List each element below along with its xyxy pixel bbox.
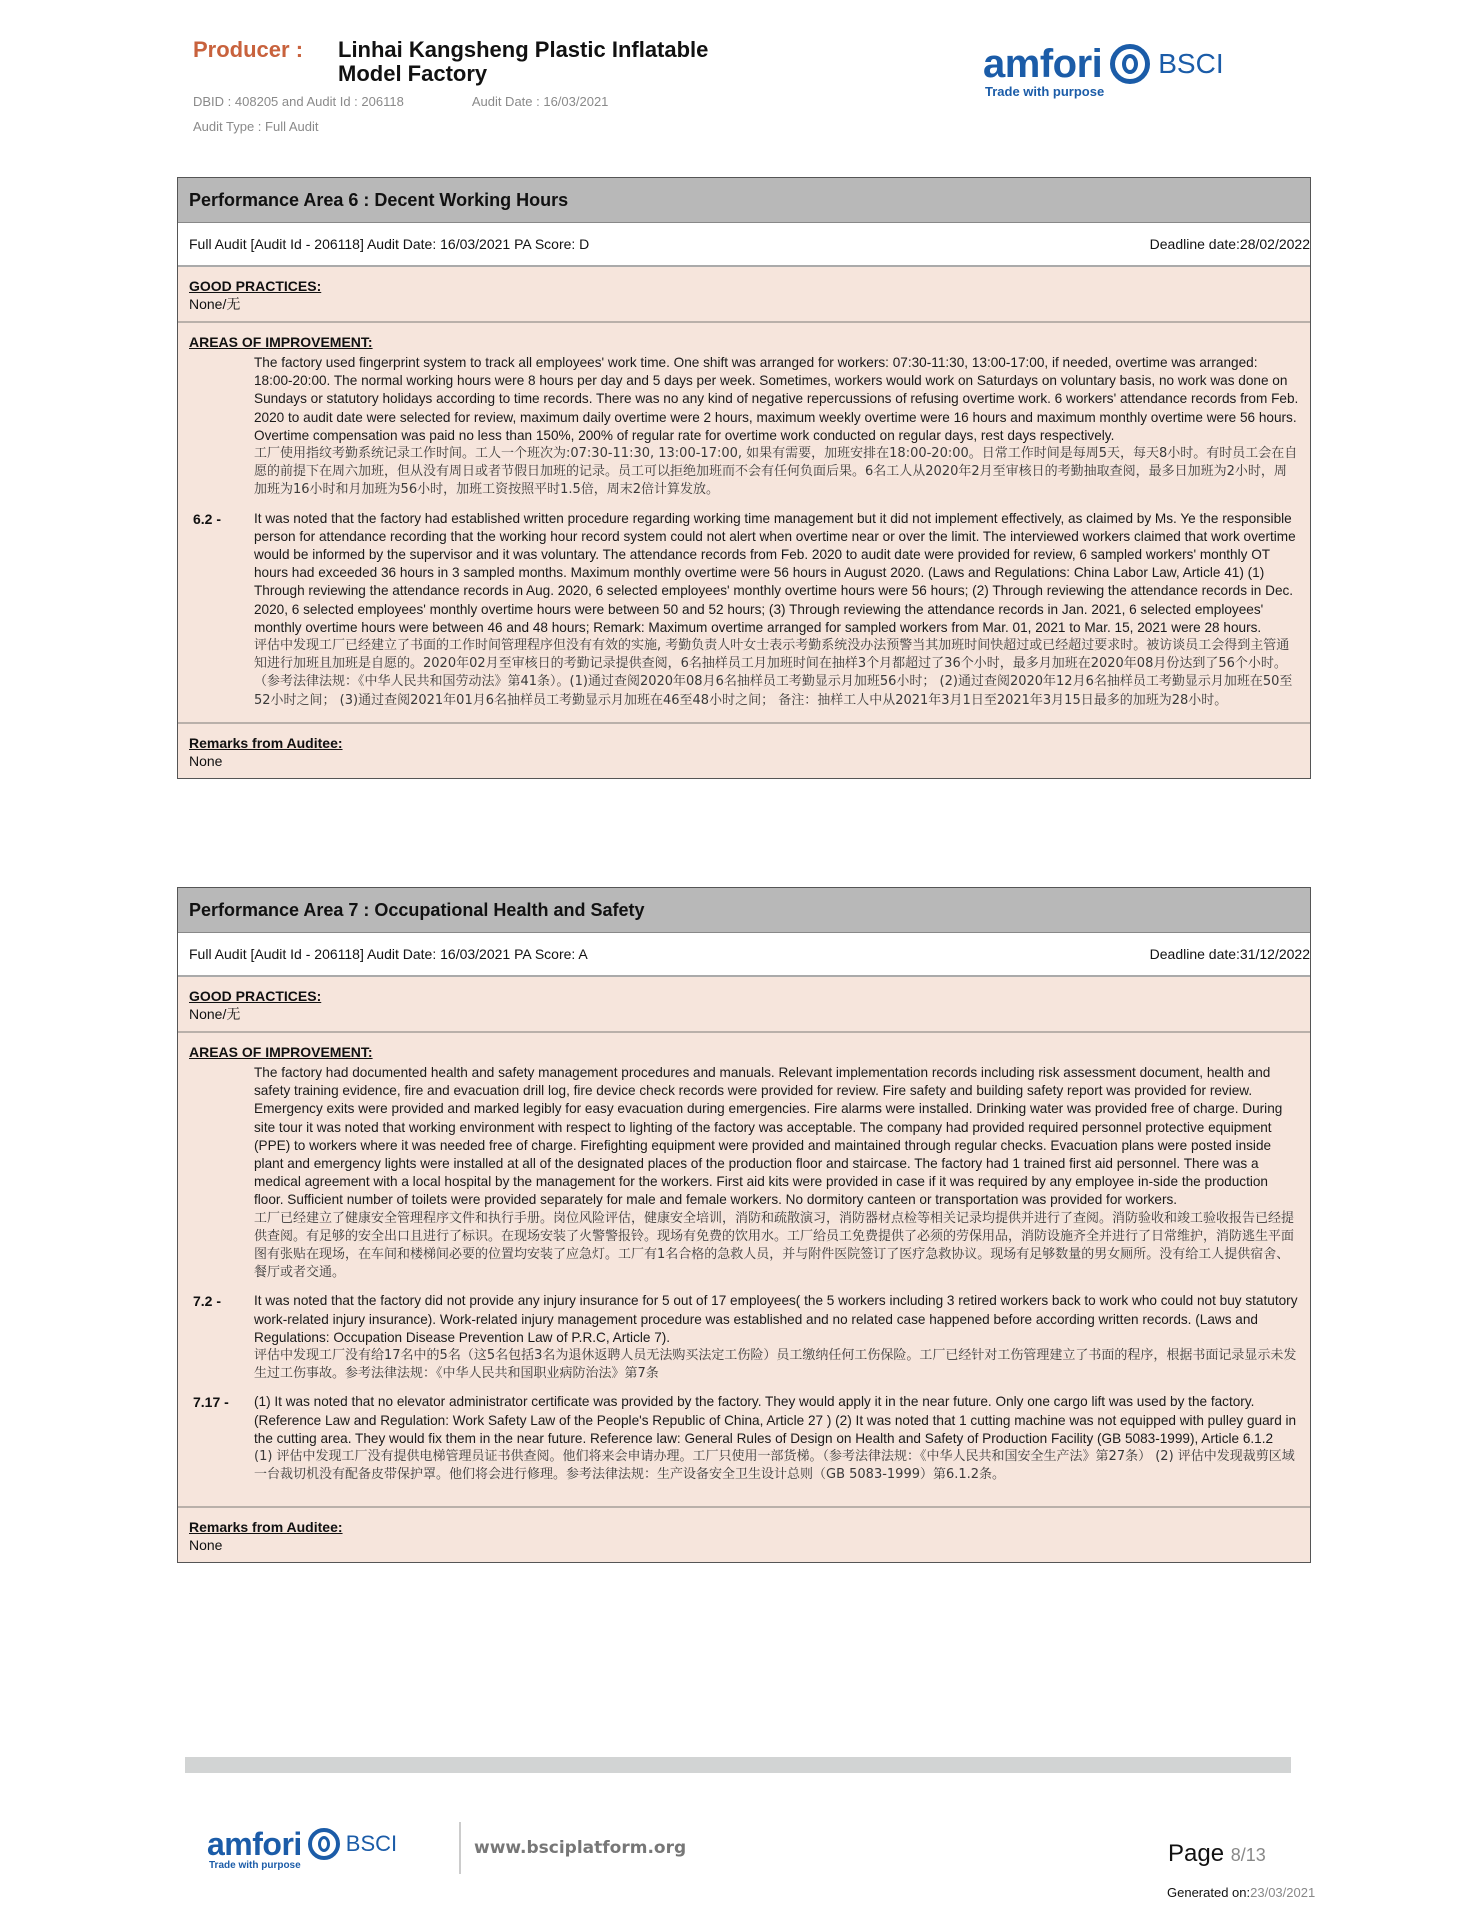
- good-practices-section: [178, 267, 1310, 323]
- finding-text-en: It was noted that the factory had established written procedure regarding working time management but it did not implement effectively, as claimed by Ms. Ye the responsible person for attendance recording that the working hour record system could not alert when overtime near or over the limit. The interviewed workers claimed that work overtime would be informed by the supervisor and it was voluntary. The attendance records from Feb. 2020 to audit date were provided for review, 6 sampled workers' monthly OT hours had exceeded 36 hours in 3 sampled months. Maximum monthly overtime were 56 hours in August 2020. (Laws and Regulations: China Labor Law, Article 41) (1) Through reviewing the attendance records in Aug. 2020, 6 selected employees' monthly overtime hours were 56 hours; (2) Through reviewing the attendance records in Dec. 2020, 6 selected employees' monthly overtime hours were between 50 and 52 hours; (3) Through reviewing the attendance records in Jan. 2021, 6 selected employees' monthly overtime hours were between 46 and 48 hours; Remark: Maximum overtime arranged for sampled workers from Mar. 01, 2021 to Mar. 15, 2021 were 28 hours.: [254, 510, 1296, 635]
- finding-number: 7.17 -: [193, 1394, 229, 1411]
- finding-text-cn: 评估中发现工厂没有给17名中的5名（这5名包括3名为退休返聘人员无法购买法定工伤险）员工缴纳任何工伤保险。工厂已经针对工伤管理建立了书面的程序，根据书面记录显示未发生过工伤事故。参考法律法规：《中华人民共和国职业病防治法》第7条: [254, 1348, 1297, 1382]
- finding-text-en: It was noted that the factory did not provide any injury insurance for 5 out of 17 employees( the 5 workers including 3 retired workers back to work who could not buy statutory work-related injury insurance). Work-related injury management procedure was established and no related case happened before according written records. (Laws and Regulations: Occupation Disease Prevention Law of P.R.C, Article 7).: [254, 1293, 1298, 1345]
- logo-tagline: Trade with purpose: [209, 1860, 301, 1871]
- finding-text-cn: 工厂使用指纹考勤系统记录工作时间。工人一个班次为:07:30-11:30, 13:00-17:00, 如果有需要，加班安排在18:00-20:00。日常工作时间是每周5天，每天8小时。有时员工会在自愿的前提下在周六加班，但从没有周日或者节假日加班的记录。员工可以拒绝加班而不会有任何负面后果。6名工人从2020年2月至审核日的考勤抽取查阅，最多日加班为2小时，周加班为16小时和月加班为56小时，加班工资按照平时1.5倍，周末2倍计算发放。: [254, 446, 1298, 498]
- footer-amfori-bsci-logo: [207, 1828, 397, 1871]
- amfori-ring-icon: [1110, 44, 1150, 84]
- producer-name-line1: Linhai Kangsheng Plastic Inflatable: [338, 37, 709, 62]
- finding-number: [189, 354, 254, 500]
- pa-deadline: Deadline date:31/12/2022: [1149, 946, 1310, 962]
- finding-text-en: (1) It was noted that no elevator administrator certificate was provided by the factory. They would apply it in the near future. Only one cargo lift was used by the factory. (Reference Law and Regulation: Work Safety Law of the People's Republic of China, Article 27 ) (2) It was noted that 1 cutting machine was not equipped with pulley guard in the cutting area. They would fix them in the near future. Reference law: General Rules of Design on Health and Safety of Production Facility (GB 5083-1999), Article 6.1.2: [254, 1394, 1297, 1446]
- pa-summary: Full Audit [Audit Id - 206118] Audit Date: 16/03/2021 PA Score: A: [189, 946, 588, 962]
- pa-deadline: Deadline date:28/02/2022: [1149, 236, 1310, 252]
- logo-bsci: BSCI: [345, 1831, 398, 1856]
- areas-heading: AREAS OF IMPROVEMENT:: [189, 1044, 373, 1060]
- remarks-heading: Remarks from Auditee:: [189, 1519, 343, 1536]
- finding-number: 6.2 -: [193, 510, 222, 527]
- audit-type: Audit Type : Full Audit: [193, 119, 319, 134]
- amfori-bsci-logo: [983, 44, 1224, 99]
- pa-summary-row: [178, 933, 1310, 977]
- good-practices-text: None/无: [189, 1006, 241, 1022]
- areas-of-improvement-section: [178, 323, 1310, 724]
- finding-number: [189, 1064, 254, 1282]
- producer-label: Producer :: [193, 37, 304, 62]
- logo-wordmark: amfori: [207, 1826, 302, 1862]
- remarks-section: [178, 724, 1310, 778]
- footer-divider-bar: [185, 1757, 1291, 1773]
- page-number: [1168, 1840, 1266, 1868]
- footer-url-link[interactable]: www.bsciplatform.org: [474, 1838, 687, 1858]
- logo-bsci: BSCI: [1158, 48, 1224, 79]
- generated-value: 23/03/2021: [1250, 1885, 1316, 1900]
- producer-name-line2: Model Factory: [338, 61, 488, 86]
- remarks-text: None: [189, 1537, 223, 1554]
- footer-separator: [459, 1822, 461, 1874]
- generated-label: Generated on:: [1167, 1885, 1251, 1900]
- remarks-section: [178, 1508, 1310, 1562]
- good-practices-text: None/无: [189, 296, 241, 312]
- pa-summary-row: [178, 223, 1310, 267]
- areas-heading: AREAS OF IMPROVEMENT:: [189, 334, 373, 350]
- performance-area-6: [177, 177, 1311, 779]
- document-header: [193, 38, 893, 134]
- finding-item: [189, 1064, 1299, 1282]
- areas-of-improvement-section: [178, 1033, 1310, 1508]
- page-value: 8/13: [1230, 1845, 1266, 1865]
- generated-on: [1167, 1885, 1315, 1900]
- audit-meta: [193, 94, 893, 109]
- finding-text-cn: 工厂已经建立了健康安全管理程序文件和执行手册。岗位风险评估，健康安全培训，消防和疏散演习，消防器材点检等相关记录均提供并进行了查阅。消防验收和竣工验收报告已经提供查阅。有足够的安全出口且进行了标识。在现场安装了火警警报铃。现场有免费的饮用水。工厂给员工免费提供了必须的劳保用品，消防设施齐全并进行了日常维护，消防逃生平面图有张贴在现场，在车间和楼梯间必要的位置均安装了应急灯。工厂有1名合格的急救人员，并与附件医院签订了医疗急救协议。现场有足够数量的男女厕所。没有给工人提供宿舍、餐厅或者交通。: [254, 1210, 1295, 1281]
- finding-number: 7.2 -: [193, 1293, 222, 1310]
- pa-title: Performance Area 7 : Occupational Health and Safety: [178, 888, 1310, 933]
- page-label: Page: [1168, 1840, 1225, 1867]
- pa-summary: Full Audit [Audit Id - 206118] Audit Date: 16/03/2021 PA Score: D: [189, 236, 590, 252]
- audit-date: Audit Date : 16/03/2021: [471, 94, 609, 109]
- producer-name: [338, 38, 708, 86]
- performance-area-7: [177, 887, 1311, 1563]
- finding-item: [189, 1292, 1299, 1383]
- finding-text-cn: (1) 评估中发现工厂没有提供电梯管理员证书供查阅。他们将来会申请办理。工厂只使用一部货梯。（参考法律法规：《中华人民共和国安全生产法》第27条） (2) 评估中发现裁剪区域一台裁切机没有配备皮带保护罩。他们将会进行修理。参考法律法规：生产设备安全卫生设计总则（GB 5083-1999）第6.1.2条。: [254, 1449, 1295, 1483]
- finding-text-en: The factory used fingerprint system to track all employees' work time. One shift was arranged for workers: 07:30-11:30, 13:00-17:00, if needed, overtime was arranged: 18:00-20:00. The normal working hours were 8 hours per day and 5 days per week. Sometimes, workers would work on Saturdays on voluntary basis, no work was done on Sundays or statutory holidays according to time records. There was no any kind of negative repercussions of refusing overtime work. 6 workers' attendance records from Feb. 2020 to audit date were selected for review, maximum daily overtime were 2 hours, maximum weekly overtime were 16 hours and maximum monthly overtime were 56 hours. Overtime compensation was paid no less than 150%, 200% of regular rate for overtime work conducted on regular days, rest days respectively.: [254, 355, 1299, 443]
- dbid-audit-id: DBID : 408205 and Audit Id : 206118: [193, 94, 404, 109]
- remarks-text: None: [189, 752, 223, 769]
- finding-item: [189, 354, 1299, 500]
- pa-title: Performance Area 6 : Decent Working Hours: [178, 178, 1310, 223]
- remarks-heading: Remarks from Auditee:: [189, 734, 343, 751]
- finding-text-cn: 评估中发现工厂已经建立了书面的工作时间管理程序但没有有效的实施, 考勤负责人叶女士表示考勤系统没办法预警当其加班时间快超过或已经超过要求时。被访谈员工会得到主管通知进行加班且加班是自愿的。2020年02月至审核日的考勤记录提供查阅，6名抽样员工月加班时间在抽样3个月都超过了36个小时，最多月加班在2020年08月份达到了56个小时。（参考法律法规：《中华人民共和国劳动法》第41条）。(1)通过查阅2020年08月6名抽样员工考勤显示月加班56小时； (2)通过查阅2020年12月6名抽样员工考勤显示月加班在50至52小时之间； (3)通过查阅2021年01月6名抽样员工考勤显示月加班在46至48小时之间； 备注：抽样工人中从2021年3月1日至2021年3月15日最多的加班为28小时。: [254, 638, 1293, 708]
- logo-wordmark: amfori: [983, 42, 1103, 86]
- finding-text-en: The factory had documented health and safety management procedures and manuals. Relevant implementation records including risk assessment document, health and safety training evidence, fire and evacuation drill log, fire device check records were provided for review. Fire safety and building safety report was provided for review. Emergency exits were provided and marked legibly for easy evacuation during emergencies. Fire alarms were installed. Drinking water was provided free of charge. During site tour it was noted that working environment with respect to lighting of the factory was acceptable. The company had provided required personnel protective equipment (PPE) to workers where it was needed free of charge. Firefighting equipment were provided and maintained through regular checks. Evacuation plans were posted inside plant and emergency lights were installed at all of the designated places of the production floor and staircase. The factory had 1 trained first aid personnel. There was a medical agreement with a local hospital by the management for the workers. First aid kits were provided in case if it was required by any employee in-side the production floor. Sufficient number of toilets were provided separately for male and female workers. No dormitory canteen or transportation was provided for workers.: [254, 1065, 1283, 1208]
- good-practices-heading: GOOD PRACTICES:: [189, 278, 322, 294]
- good-practices-heading: GOOD PRACTICES:: [189, 988, 322, 1004]
- finding-item: [189, 1393, 1299, 1484]
- good-practices-section: [178, 977, 1310, 1033]
- amfori-ring-icon: [308, 1828, 340, 1860]
- logo-tagline: Trade with purpose: [985, 84, 1105, 99]
- finding-item: [189, 510, 1299, 710]
